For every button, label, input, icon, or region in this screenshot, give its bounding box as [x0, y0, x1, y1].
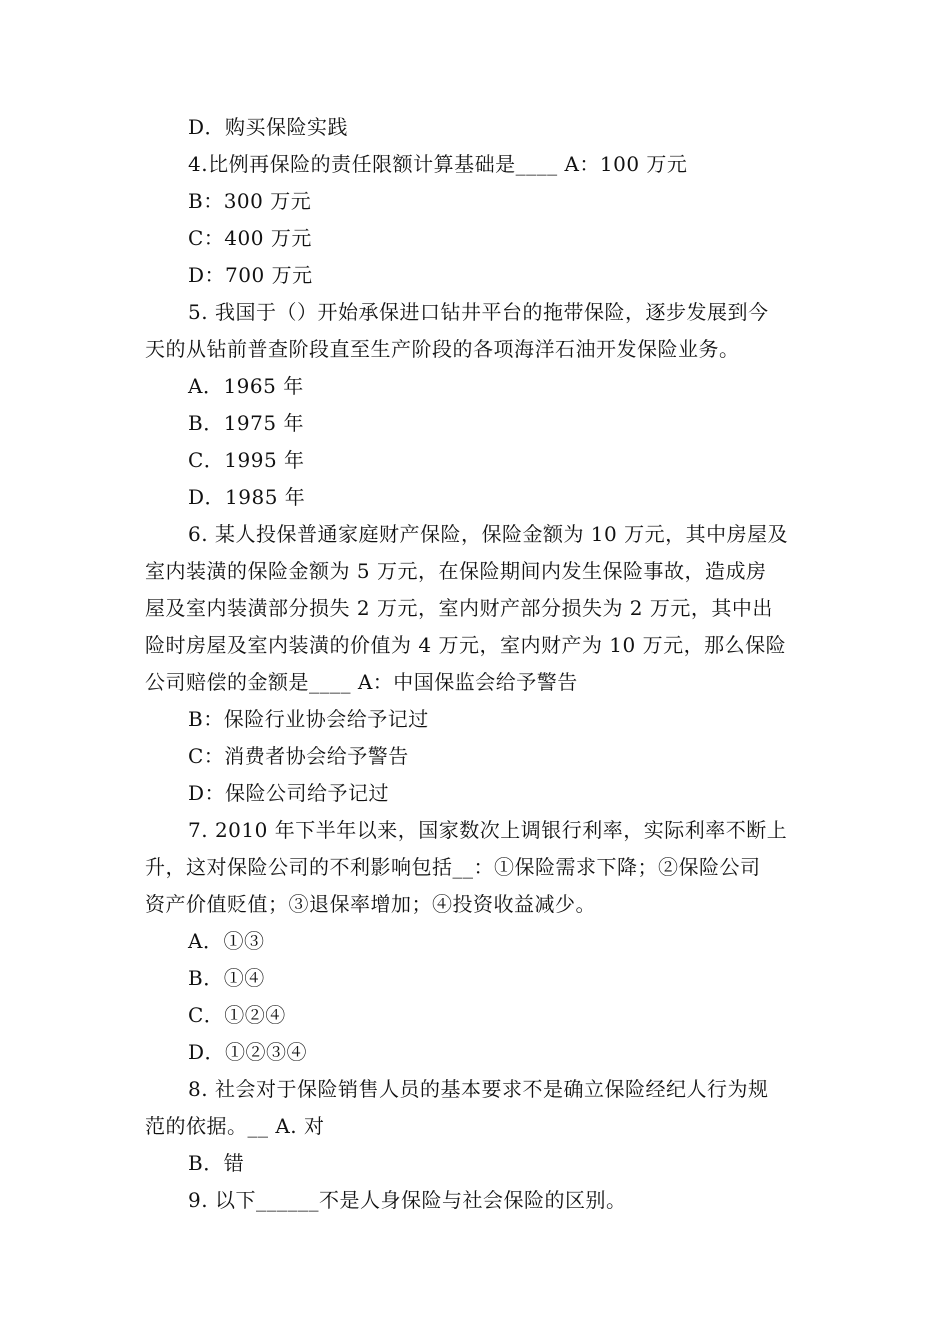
- option-b-q4: B：300 万元: [188, 189, 312, 213]
- option-b-q5: B．1975 年: [188, 411, 304, 435]
- question-8-line-1: 8. 社会对于保险销售人员的基本要求不是确立保险经纪人行为规: [188, 1077, 769, 1101]
- option-c-q6: C：消费者协会给予警告: [188, 744, 409, 768]
- question-9: 9. 以下______不是人身保险与社会保险的区别。: [188, 1188, 627, 1212]
- option-d-q5: D．1985 年: [188, 485, 306, 509]
- option-b-q6: B：保险行业协会给予记过: [188, 707, 429, 731]
- question-4: 4.比例再保险的责任限额计算基础是____ A：100 万元: [188, 152, 688, 176]
- question-7-line-3: 资产价值贬值；③退保率增加；④投资收益减少。: [145, 892, 596, 916]
- option-d-q4: D：700 万元: [188, 263, 313, 287]
- option-d-q3: D．购买保险实践: [188, 115, 349, 139]
- question-7-line-2: 升，这对保险公司的不利影响包括__：①保险需求下降；②保险公司: [145, 855, 761, 879]
- question-6-line-1: 6. 某人投保普通家庭财产保险，保险金额为 10 万元，其中房屋及: [188, 522, 789, 546]
- option-c-q7: C．①②④: [188, 1003, 286, 1027]
- option-a-q7: A．①③: [188, 929, 265, 953]
- option-c-q4: C：400 万元: [188, 226, 312, 250]
- option-c-q5: C．1995 年: [188, 448, 305, 472]
- question-6-line-2: 室内装潢的保险金额为 5 万元，在保险期间内发生保险事故，造成房: [145, 559, 767, 583]
- question-6-line-5: 公司赔偿的金额是____ A：中国保监会给予警告: [145, 670, 578, 694]
- question-6-line-4: 险时房屋及室内装潢的价值为 4 万元，室内财产为 10 万元，那么保险: [145, 633, 787, 657]
- question-5-line-2: 天的从钻前普查阶段直至生产阶段的各项海洋石油开发保险业务。: [145, 337, 740, 361]
- question-7-line-1: 7. 2010 年下半年以来，国家数次上调银行利率，实际利率不断上: [188, 818, 788, 842]
- option-d-q7: D．①②③④: [188, 1040, 308, 1064]
- question-6-line-3: 屋及室内装潢部分损失 2 万元，室内财产部分损失为 2 万元，其中出: [145, 596, 773, 620]
- option-a-q5: A．1965 年: [188, 374, 304, 398]
- option-b-q7: B．①④: [188, 966, 265, 990]
- option-d-q6: D：保险公司给予记过: [188, 781, 390, 805]
- option-b-q8: B．错: [188, 1151, 245, 1175]
- question-5-line-1: 5. 我国于（）开始承保进口钻井平台的拖带保险，逐步发展到今: [188, 300, 769, 324]
- question-8-line-2: 范的依据。__ A. 对: [145, 1114, 325, 1138]
